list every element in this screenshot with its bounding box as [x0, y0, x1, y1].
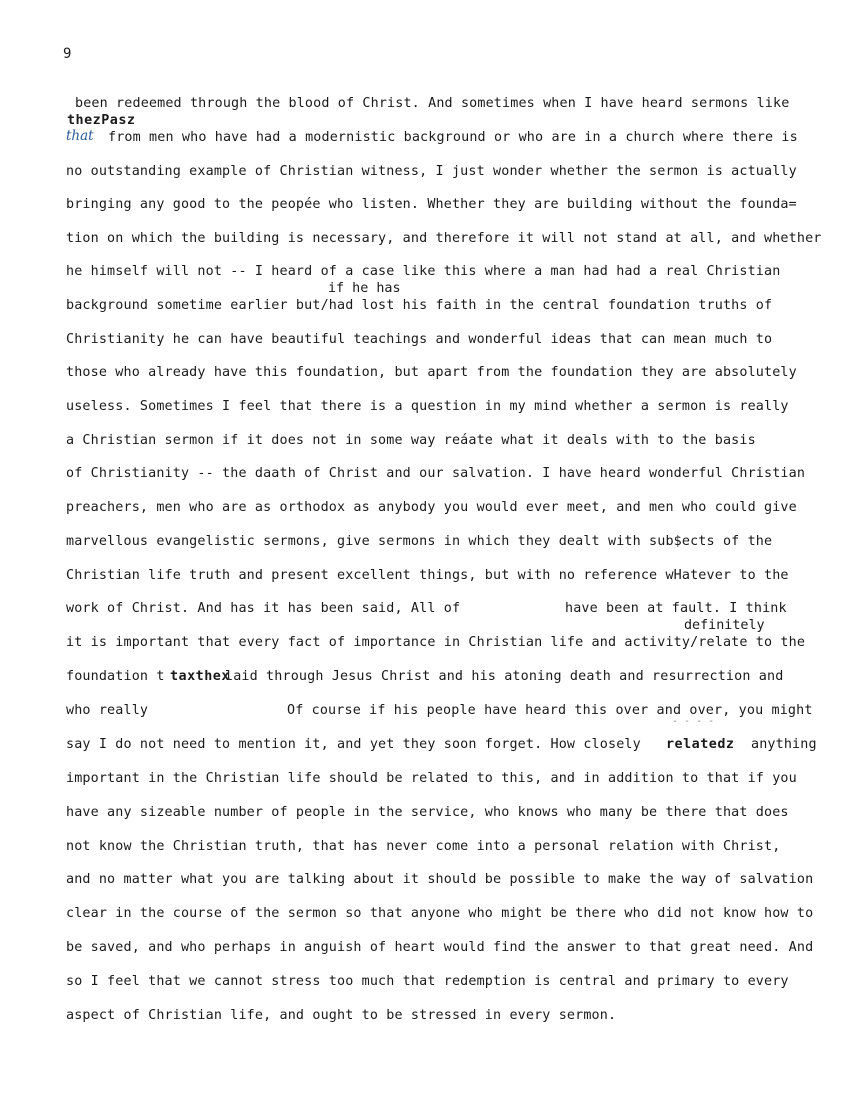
- text-line: laid through Jesus Christ and his atoning death and resurrection and: [225, 669, 784, 684]
- text-line: no outstanding example of Christian witness, I just wonder whether the sermon is actually: [66, 164, 797, 179]
- page-number: 9: [63, 46, 72, 62]
- text-line: Of course if his people have heard this over and over, you might: [287, 703, 813, 718]
- text-line: tion on which the building is necessary, and therefore it will not stand at all, and whether: [66, 231, 822, 246]
- text-line: have any sizeable number of people in the service, who knows who many be there that does: [66, 805, 789, 820]
- struck-through-word: relatedz: [666, 737, 735, 752]
- text-line: important in the Christian life should be related to this, and in addition to that if you: [66, 771, 797, 786]
- text-line: of Christianity -- the daath of Christ and our salvation. I have heard wonderful Christian: [66, 466, 806, 481]
- text-line: so I feel that we cannot stress too much that redemption is central and primary to every: [66, 974, 789, 989]
- text-line: been redeemed through the blood of Christ. And sometimes when I have heard sermons like: [75, 96, 790, 111]
- text-line: aspect of Christian life, and ought to be stressed in every sermon.: [66, 1008, 617, 1023]
- text-line: bringing any good to the peopée who listen. Whether they are building without the founda=: [66, 197, 797, 212]
- text-line: work of Christ. And has it has been said, All of: [66, 601, 461, 616]
- text-line: marvellous evangelistic sermons, give sermons in which they dealt with sub$ects of the: [66, 534, 773, 549]
- text-line: a Christian sermon if it does not in some way reáate what it deals with to the basis: [66, 433, 756, 448]
- text-line: and no matter what you are talking about it should be possible to make the way of salvation: [66, 872, 814, 887]
- text-line: those who already have this foundation, but apart from the foundation they are absolutely: [66, 365, 797, 380]
- text-line: it is important that every fact of importance in Christian life and activity/relate to the: [66, 635, 806, 650]
- text-line: preachers, men who are as orthodox as anybody you would ever meet, and men who could give: [66, 500, 797, 515]
- text-line: from men who have had a modernistic background or who are in a church where there is: [108, 130, 798, 145]
- struck-through-word: taxthex: [170, 669, 230, 684]
- text-line: be saved, and who perhaps in anguish of heart would find the answer to that great need. And: [66, 940, 814, 955]
- typed-insertion: definitely: [684, 618, 765, 633]
- text-line: foundation t: [66, 669, 165, 684]
- text-line: Christian life truth and present excellent things, but with no reference wHatever to the: [66, 568, 789, 583]
- typed-insertion: if he has: [328, 281, 401, 296]
- struck-through-word: thezPasz: [67, 113, 136, 128]
- underline-marks: - - - -: [672, 716, 715, 727]
- handwritten-insert: that: [66, 128, 94, 144]
- text-line: Christianity he can have beautiful teachings and wonderful ideas that can mean much to: [66, 332, 773, 347]
- text-line: say I do not need to mention it, and yet they soon forget. How closely: [66, 737, 641, 752]
- text-line: useless. Sometimes I feel that there is a question in my mind whether a sermon is really: [66, 399, 789, 414]
- text-line: who really: [66, 703, 149, 718]
- text-line: clear in the course of the sermon so that anyone who might be there who did not know how to: [66, 906, 814, 921]
- text-line: he himself will not -- I heard of a case like this where a man had had a real Christian: [66, 264, 781, 279]
- text-line: not know the Christian truth, that has never come into a personal relation with Christ,: [66, 839, 781, 854]
- text-line: anything: [751, 737, 817, 752]
- text-line: background sometime earlier but/had lost his faith in the central foundation truths of: [66, 298, 773, 313]
- text-line: have been at fault. I think: [565, 601, 787, 616]
